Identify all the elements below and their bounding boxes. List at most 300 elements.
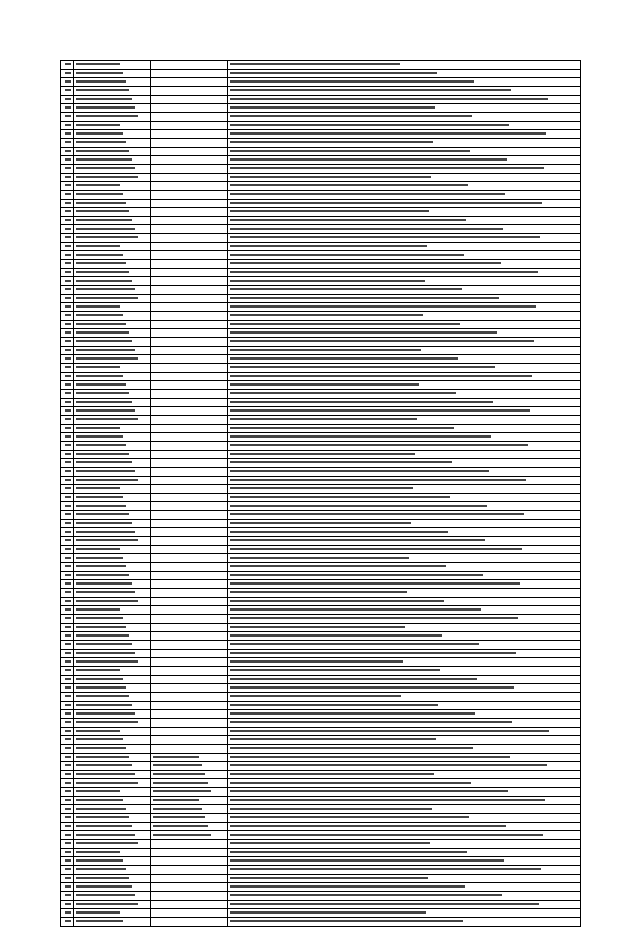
cadastral-number-cell-2 — [151, 130, 228, 139]
text-placeholder — [230, 487, 413, 489]
cadastral-number-cell — [74, 866, 151, 875]
cadastral-number-cell — [74, 329, 151, 338]
cadastral-number-cell-2 — [151, 147, 228, 156]
text-placeholder — [65, 764, 71, 766]
table-row — [61, 398, 581, 407]
text-placeholder — [76, 435, 123, 437]
row-number-cell — [61, 355, 74, 364]
text-placeholder — [230, 349, 421, 351]
table-row — [61, 121, 581, 130]
text-placeholder — [230, 894, 502, 896]
table-row — [61, 623, 581, 632]
text-placeholder — [76, 617, 123, 619]
text-placeholder — [65, 297, 71, 299]
text-placeholder — [76, 591, 135, 593]
text-placeholder — [65, 756, 71, 758]
text-placeholder — [65, 141, 71, 143]
address-cell — [228, 242, 581, 251]
text-placeholder — [230, 574, 483, 576]
row-number-cell — [61, 242, 74, 251]
text-placeholder — [65, 193, 71, 195]
text-placeholder — [76, 773, 135, 775]
cadastral-number-cell-2 — [151, 649, 228, 658]
row-number-cell — [61, 424, 74, 433]
row-number-cell — [61, 788, 74, 797]
address-cell — [228, 338, 581, 347]
text-placeholder — [76, 228, 135, 230]
text-placeholder — [230, 357, 458, 359]
cadastral-number-cell — [74, 623, 151, 632]
cadastral-number-cell — [74, 407, 151, 416]
text-placeholder — [76, 487, 120, 489]
text-placeholder — [230, 505, 487, 507]
text-placeholder — [153, 764, 202, 766]
row-number-cell — [61, 95, 74, 104]
cadastral-number-cell — [74, 736, 151, 745]
text-placeholder — [65, 176, 71, 178]
address-cell — [228, 234, 581, 243]
table-row — [61, 840, 581, 849]
text-placeholder — [65, 643, 71, 645]
table-row — [61, 727, 581, 736]
text-placeholder — [230, 548, 522, 550]
address-cell — [228, 831, 581, 840]
row-number-cell — [61, 190, 74, 199]
address-cell — [228, 762, 581, 771]
cadastral-number-cell-2 — [151, 537, 228, 546]
address-cell — [228, 260, 581, 269]
row-number-cell — [61, 433, 74, 442]
text-placeholder — [76, 522, 132, 524]
text-placeholder — [65, 496, 71, 498]
text-placeholder — [76, 730, 120, 732]
table-row — [61, 640, 581, 649]
cadastral-number-cell — [74, 424, 151, 433]
row-number-cell — [61, 164, 74, 173]
address-cell — [228, 156, 581, 165]
cadastral-number-cell — [74, 874, 151, 883]
text-placeholder — [65, 383, 71, 385]
cadastral-number-cell-2 — [151, 563, 228, 572]
text-placeholder — [65, 513, 71, 515]
cadastral-number-cell-2 — [151, 528, 228, 537]
table-row — [61, 312, 581, 321]
cadastral-number-cell — [74, 277, 151, 286]
row-number-cell — [61, 277, 74, 286]
text-placeholder — [76, 453, 129, 455]
text-placeholder — [65, 608, 71, 610]
row-number-cell — [61, 615, 74, 624]
address-cell — [228, 658, 581, 667]
text-placeholder — [65, 89, 71, 91]
table-row — [61, 502, 581, 511]
cadastral-number-cell — [74, 528, 151, 537]
cadastral-number-cell-2 — [151, 779, 228, 788]
text-placeholder — [230, 756, 510, 758]
text-placeholder — [65, 782, 71, 784]
text-placeholder — [230, 695, 401, 697]
text-placeholder — [65, 712, 71, 714]
cadastral-number-cell-2 — [151, 164, 228, 173]
table-row — [61, 355, 581, 364]
text-placeholder — [65, 392, 71, 394]
text-placeholder — [230, 158, 507, 160]
cadastral-number-cell-2 — [151, 320, 228, 329]
cadastral-number-cell — [74, 675, 151, 684]
address-cell — [228, 528, 581, 537]
cadastral-number-cell-2 — [151, 753, 228, 762]
text-placeholder — [65, 453, 71, 455]
cadastral-number-cell — [74, 606, 151, 615]
table-row — [61, 796, 581, 805]
address-cell — [228, 147, 581, 156]
cadastral-number-cell — [74, 796, 151, 805]
text-placeholder — [230, 401, 493, 403]
cadastral-number-cell — [74, 892, 151, 901]
text-placeholder — [230, 513, 524, 515]
cadastral-number-cell-2 — [151, 485, 228, 494]
address-cell — [228, 554, 581, 563]
cadastral-number-cell-2 — [151, 69, 228, 78]
text-placeholder — [65, 80, 71, 82]
cadastral-number-cell-2 — [151, 675, 228, 684]
text-placeholder — [65, 245, 71, 247]
row-number-cell — [61, 762, 74, 771]
cadastral-number-cell-2 — [151, 381, 228, 390]
text-placeholder — [76, 877, 129, 879]
address-cell — [228, 86, 581, 95]
table-row — [61, 286, 581, 295]
table-row — [61, 130, 581, 139]
cadastral-number-cell-2 — [151, 251, 228, 260]
cadastral-number-cell-2 — [151, 718, 228, 727]
text-placeholder — [65, 158, 71, 160]
text-placeholder — [65, 184, 71, 186]
text-placeholder — [65, 401, 71, 403]
table-row — [61, 848, 581, 857]
text-placeholder — [230, 323, 460, 325]
cadastral-number-cell-2 — [151, 519, 228, 528]
text-placeholder — [230, 340, 534, 342]
text-placeholder — [230, 392, 456, 394]
text-placeholder — [153, 808, 202, 810]
text-placeholder — [76, 626, 126, 628]
cadastral-number-cell — [74, 450, 151, 459]
table-row — [61, 528, 581, 537]
cadastral-number-cell — [74, 338, 151, 347]
row-number-cell — [61, 485, 74, 494]
address-cell — [228, 710, 581, 719]
row-number-cell — [61, 372, 74, 381]
cadastral-number-cell — [74, 762, 151, 771]
text-placeholder — [76, 695, 129, 697]
text-placeholder — [76, 600, 138, 602]
table-row — [61, 415, 581, 424]
text-placeholder — [76, 427, 120, 429]
row-number-cell — [61, 866, 74, 875]
row-number-cell — [61, 692, 74, 701]
text-placeholder — [230, 262, 501, 264]
row-number-cell — [61, 156, 74, 165]
table-row — [61, 104, 581, 113]
row-number-cell — [61, 234, 74, 243]
cadastral-number-cell-2 — [151, 796, 228, 805]
row-number-cell — [61, 589, 74, 598]
text-placeholder — [76, 141, 126, 143]
cadastral-number-cell — [74, 883, 151, 892]
cadastral-number-cell-2 — [151, 234, 228, 243]
text-placeholder — [65, 548, 71, 550]
table-row — [61, 900, 581, 909]
cadastral-number-cell-2 — [151, 112, 228, 121]
address-cell — [228, 138, 581, 147]
table-row — [61, 866, 581, 875]
text-placeholder — [65, 254, 71, 256]
row-number-cell — [61, 857, 74, 866]
text-placeholder — [230, 228, 503, 230]
text-placeholder — [65, 539, 71, 541]
row-number-cell — [61, 545, 74, 554]
row-number-cell — [61, 294, 74, 303]
text-placeholder — [230, 764, 547, 766]
text-placeholder — [65, 704, 71, 706]
table-row — [61, 78, 581, 87]
table-row — [61, 190, 581, 199]
text-placeholder — [153, 782, 208, 784]
table-row — [61, 874, 581, 883]
text-placeholder — [76, 184, 120, 186]
text-placeholder — [230, 150, 470, 152]
table-row — [61, 675, 581, 684]
row-number-cell — [61, 182, 74, 191]
address-cell — [228, 407, 581, 416]
address-cell — [228, 580, 581, 589]
row-number-cell — [61, 580, 74, 589]
text-placeholder — [230, 643, 479, 645]
row-number-cell — [61, 701, 74, 710]
text-placeholder — [230, 453, 415, 455]
text-placeholder — [230, 851, 467, 853]
text-placeholder — [230, 141, 433, 143]
row-number-cell — [61, 892, 74, 901]
address-cell — [228, 294, 581, 303]
text-placeholder — [230, 72, 437, 74]
text-placeholder — [65, 409, 71, 411]
text-placeholder — [65, 522, 71, 524]
address-cell — [228, 130, 581, 139]
text-placeholder — [65, 617, 71, 619]
cadastral-number-cell — [74, 545, 151, 554]
table-row — [61, 95, 581, 104]
cadastral-number-cell-2 — [151, 199, 228, 208]
address-cell — [228, 286, 581, 295]
cadastral-number-cell — [74, 840, 151, 849]
table-row — [61, 917, 581, 926]
cadastral-number-cell — [74, 138, 151, 147]
text-placeholder — [230, 920, 463, 922]
cadastral-number-cell-2 — [151, 294, 228, 303]
text-placeholder — [76, 885, 132, 887]
table-row — [61, 268, 581, 277]
text-placeholder — [76, 920, 123, 922]
cadastral-number-cell-2 — [151, 86, 228, 95]
address-cell — [228, 476, 581, 485]
text-placeholder — [230, 557, 409, 559]
table-row — [61, 692, 581, 701]
row-number-cell — [61, 69, 74, 78]
cadastral-number-cell — [74, 493, 151, 502]
text-placeholder — [76, 479, 138, 481]
text-placeholder — [65, 479, 71, 481]
cadastral-number-cell-2 — [151, 840, 228, 849]
text-placeholder — [230, 634, 442, 636]
address-cell — [228, 814, 581, 823]
row-number-cell — [61, 398, 74, 407]
text-placeholder — [76, 98, 132, 100]
address-cell — [228, 666, 581, 675]
cadastral-number-cell — [74, 519, 151, 528]
cadastral-number-cell — [74, 415, 151, 424]
text-placeholder — [230, 106, 435, 108]
text-placeholder — [65, 678, 71, 680]
text-placeholder — [230, 790, 508, 792]
cadastral-number-cell-2 — [151, 615, 228, 624]
text-placeholder — [76, 738, 123, 740]
text-placeholder — [65, 660, 71, 662]
table-row — [61, 770, 581, 779]
text-placeholder — [65, 773, 71, 775]
cadastral-number-cell — [74, 900, 151, 909]
text-placeholder — [65, 72, 71, 74]
text-placeholder — [76, 72, 123, 74]
cadastral-number-cell-2 — [151, 242, 228, 251]
cadastral-number-cell — [74, 770, 151, 779]
table-row — [61, 459, 581, 468]
text-placeholder — [230, 859, 504, 861]
text-placeholder — [230, 712, 475, 714]
text-placeholder — [230, 176, 431, 178]
text-placeholder — [230, 115, 472, 117]
text-placeholder — [230, 617, 518, 619]
table-row — [61, 346, 581, 355]
table-row — [61, 545, 581, 554]
text-placeholder — [76, 531, 135, 533]
row-number-cell — [61, 173, 74, 182]
text-placeholder — [76, 859, 123, 861]
row-number-cell — [61, 493, 74, 502]
row-number-cell — [61, 476, 74, 485]
text-placeholder — [76, 271, 129, 273]
text-placeholder — [76, 669, 120, 671]
text-placeholder — [230, 288, 462, 290]
cadastral-number-cell-2 — [151, 736, 228, 745]
text-placeholder — [65, 305, 71, 307]
cadastral-number-cell — [74, 710, 151, 719]
text-placeholder — [76, 383, 126, 385]
table-row — [61, 467, 581, 476]
address-cell — [228, 822, 581, 831]
text-placeholder — [230, 660, 403, 662]
text-placeholder — [76, 176, 138, 178]
text-placeholder — [65, 634, 71, 636]
table-row — [61, 718, 581, 727]
cadastral-number-cell — [74, 441, 151, 450]
row-number-cell — [61, 78, 74, 87]
text-placeholder — [76, 842, 138, 844]
text-placeholder — [76, 63, 120, 65]
table-row — [61, 736, 581, 745]
address-cell — [228, 459, 581, 468]
text-placeholder — [76, 202, 126, 204]
text-placeholder — [230, 721, 512, 723]
table-row — [61, 69, 581, 78]
table-row — [61, 156, 581, 165]
text-placeholder — [76, 894, 135, 896]
text-placeholder — [230, 132, 546, 134]
text-placeholder — [65, 288, 71, 290]
text-placeholder — [230, 686, 514, 688]
text-placeholder — [76, 548, 120, 550]
text-placeholder — [153, 816, 205, 818]
row-number-cell — [61, 312, 74, 321]
text-placeholder — [76, 660, 138, 662]
text-placeholder — [76, 115, 138, 117]
row-number-cell — [61, 268, 74, 277]
cadastral-number-cell — [74, 744, 151, 753]
table-row — [61, 788, 581, 797]
row-number-cell — [61, 874, 74, 883]
address-cell — [228, 718, 581, 727]
text-placeholder — [76, 167, 135, 169]
row-number-cell — [61, 381, 74, 390]
address-cell — [228, 511, 581, 520]
table-row — [61, 589, 581, 598]
address-cell — [228, 692, 581, 701]
cadastral-number-cell-2 — [151, 848, 228, 857]
row-number-cell — [61, 606, 74, 615]
row-number-cell — [61, 796, 74, 805]
text-placeholder — [230, 600, 444, 602]
text-placeholder — [76, 236, 138, 238]
address-cell — [228, 623, 581, 632]
cadastral-number-cell-2 — [151, 208, 228, 217]
address-cell — [228, 78, 581, 87]
table-row — [61, 407, 581, 416]
table-row — [61, 476, 581, 485]
text-placeholder — [65, 652, 71, 654]
text-placeholder — [76, 582, 132, 584]
text-placeholder — [76, 513, 129, 515]
text-placeholder — [230, 280, 425, 282]
cadastral-number-cell-2 — [151, 545, 228, 554]
table-row — [61, 433, 581, 442]
address-cell — [228, 485, 581, 494]
cadastral-number-cell-2 — [151, 441, 228, 450]
table-row — [61, 805, 581, 814]
text-placeholder — [65, 557, 71, 559]
cadastral-number-cell — [74, 294, 151, 303]
row-number-cell — [61, 658, 74, 667]
cadastral-number-cell-2 — [151, 415, 228, 424]
table-row — [61, 329, 581, 338]
text-placeholder — [153, 834, 211, 836]
table-row — [61, 519, 581, 528]
table-row — [61, 61, 581, 70]
cadastral-number-cell-2 — [151, 762, 228, 771]
address-cell — [228, 779, 581, 788]
cadastral-number-cell — [74, 779, 151, 788]
row-number-cell — [61, 121, 74, 130]
